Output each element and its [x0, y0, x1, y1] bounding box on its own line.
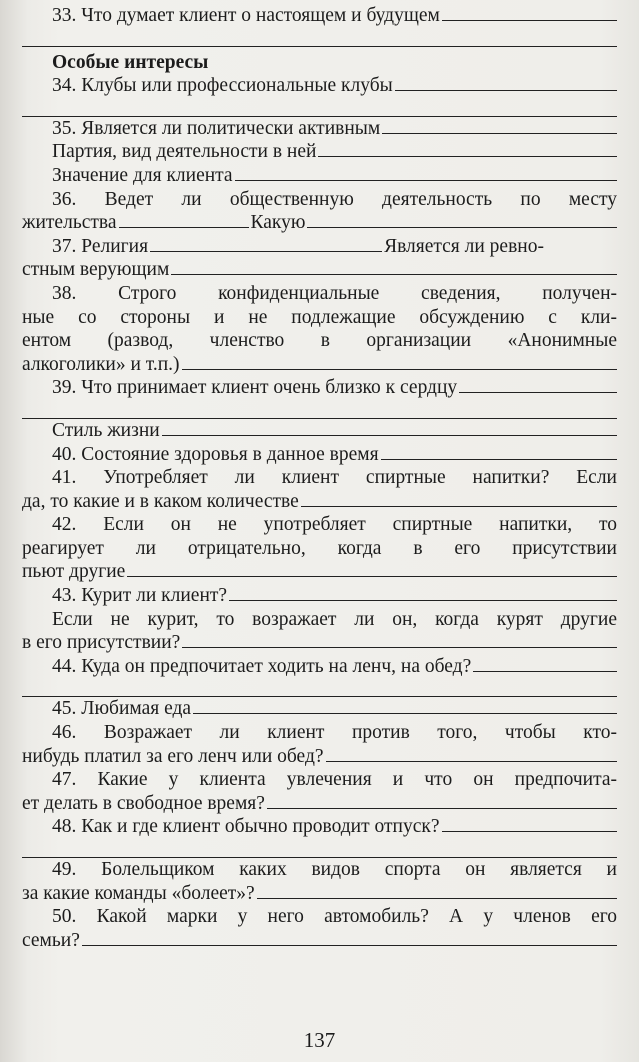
- q42-answer-blank: [127, 560, 617, 577]
- q47-line2: [22, 792, 617, 816]
- q48-answer-blank-2: [22, 839, 617, 858]
- q35-text: 35. Является ли политически активным: [52, 117, 381, 139]
- q44-text: 44. Куда он предпочитает ходить на ленч, на обед?: [52, 655, 472, 677]
- page-number: 137: [303, 1028, 336, 1052]
- q44-line: [22, 655, 617, 679]
- q33-answer-blank: [442, 4, 617, 21]
- q34-line: [22, 74, 617, 98]
- q45-line: [22, 697, 617, 721]
- q33-answer-blank-2: [22, 28, 617, 47]
- special-interests-heading: Особые интересы: [52, 51, 209, 73]
- q48-text: 48. Как и где клиент обычно проводит отпуск?: [52, 816, 440, 838]
- q42-line2: реагирует ли отрицательно, когда в его присутствии: [22, 537, 617, 559]
- q47-answer-blank: [267, 792, 617, 809]
- q37-devout-text-2: стным верующим: [22, 259, 170, 281]
- q35-value-text: Значение для клиента: [52, 164, 233, 186]
- q50-line2: [22, 929, 617, 953]
- q42-line1: 42. Если он не употребляет спиртные напитки, то: [52, 514, 617, 536]
- q46-line2: [22, 745, 617, 769]
- q35-line: [22, 117, 617, 141]
- q38-line3: ентом (развод, членство в организации «Анонимные: [22, 330, 617, 352]
- q35-party-text: Партия, вид деятельности в ней: [52, 141, 317, 163]
- q38-line4: [22, 353, 617, 377]
- q38-line1: 38. Строго конфиденциальные сведения, получен-: [52, 282, 617, 304]
- q43-answer-blank: [229, 584, 617, 601]
- lifestyle-text: Стиль жизни: [52, 419, 160, 441]
- q35-answer-blank: [382, 117, 617, 134]
- q43-line3: [22, 631, 617, 655]
- q37-devout-text: Является ли ревно-: [384, 235, 544, 257]
- q43-text: 43. Курит ли клиент?: [52, 585, 228, 607]
- q38-answer-blank: [182, 353, 617, 370]
- q41-answer-blank: [301, 490, 617, 507]
- q46-text-2: нибудь платил за его ленч или обед?: [22, 745, 324, 767]
- q33-line: [22, 4, 617, 28]
- q44-extra-line: [22, 678, 617, 697]
- q46-line1: 46. Возражает ли клиент против того, чтобы кто-: [52, 722, 617, 744]
- q49-line1: 49. Болельщиком каких видов спорта он является и: [52, 859, 617, 880]
- q36-which-blank: [307, 211, 617, 228]
- q44-answer-blank: [473, 655, 617, 672]
- q40-answer-blank: [381, 443, 617, 460]
- q33-extra-line: [22, 28, 617, 47]
- q38-line2: ные со стороны и не подлежащие обсуждению с кли-: [22, 306, 617, 328]
- q43-line2: Если не курит, то возражает ли он, когда курят другие: [52, 608, 617, 630]
- q37-devout-blank: [171, 258, 617, 275]
- q36-line2: [22, 211, 617, 235]
- q35-value-blank: [235, 164, 617, 181]
- q39-line: [22, 376, 617, 400]
- q34-answer-blank: [395, 74, 617, 91]
- q50-line1: 50. Какой марки у него автомобиль? А у членов его: [52, 906, 617, 928]
- q37-line2: [22, 258, 617, 282]
- q40-text: 40. Состояние здоровья в данное время: [52, 443, 379, 465]
- q49-text-2: за какие команды «болеет»?: [22, 882, 255, 904]
- lifestyle-line: [22, 419, 617, 443]
- q37-religion-blank: [150, 235, 382, 252]
- q41-line2: [22, 490, 617, 514]
- q33-text: 33. Что думает клиент о настоящем и будущем: [52, 5, 440, 26]
- q46-answer-blank: [326, 745, 617, 762]
- q47-text-2: ет делать в свободное время?: [22, 792, 265, 814]
- q49-line2: [22, 882, 617, 906]
- q39-extra-line: [22, 400, 617, 419]
- q43-text-3: в его присутствии?: [22, 632, 181, 654]
- q36-residence-text: жительства: [22, 212, 117, 234]
- q44-answer-blank-2: [22, 678, 617, 697]
- q49-answer-blank: [257, 882, 617, 899]
- q40-line: [22, 443, 617, 467]
- q34-extra-line: [22, 98, 617, 117]
- questionnaire-text: [22, 4, 617, 952]
- q35-party-line: [22, 140, 617, 164]
- q37-line: [22, 235, 617, 259]
- q47-line1: 47. Какие у клиента увлечения и что он предпочита-: [52, 769, 617, 791]
- q43-answer-blank-2: [182, 631, 617, 648]
- q39-answer-blank: [459, 376, 617, 393]
- q41-text-2: да, то какие и в каком количестве: [22, 490, 299, 512]
- q36-line1: 36. Ведет ли общественную деятельность по месту: [52, 188, 617, 210]
- q42-line3: [22, 560, 617, 584]
- q35-party-blank: [318, 140, 617, 157]
- q48-extra-line: [22, 839, 617, 858]
- q43-line: [22, 584, 617, 608]
- q36-which-text: Какую: [250, 212, 306, 234]
- q48-line: [22, 815, 617, 839]
- q50-answer-blank: [82, 929, 617, 946]
- q50-text-2: семьи?: [22, 929, 80, 951]
- q35-value-line: [22, 164, 617, 188]
- q34-text: 34. Клубы или профессиональные клубы: [52, 75, 393, 97]
- q42-text-3: пьют другие: [22, 561, 126, 583]
- q48-answer-blank: [442, 815, 618, 832]
- q45-answer-blank: [193, 697, 617, 714]
- q39-answer-blank-2: [22, 400, 617, 419]
- q36-residence-blank: [119, 211, 249, 228]
- q41-line1: 41. Употребляет ли клиент спиртные напитки? Если: [52, 467, 617, 489]
- q37-religion-text: 37. Религия: [52, 235, 149, 257]
- q39-text: 39. Что принимает клиент очень близко к сердцу: [52, 377, 458, 399]
- lifestyle-blank: [162, 419, 617, 436]
- q38-text-4: алкоголики» и т.п.): [22, 353, 180, 375]
- q45-text: 45. Любимая еда: [52, 698, 192, 720]
- q34-answer-blank-2: [22, 98, 617, 117]
